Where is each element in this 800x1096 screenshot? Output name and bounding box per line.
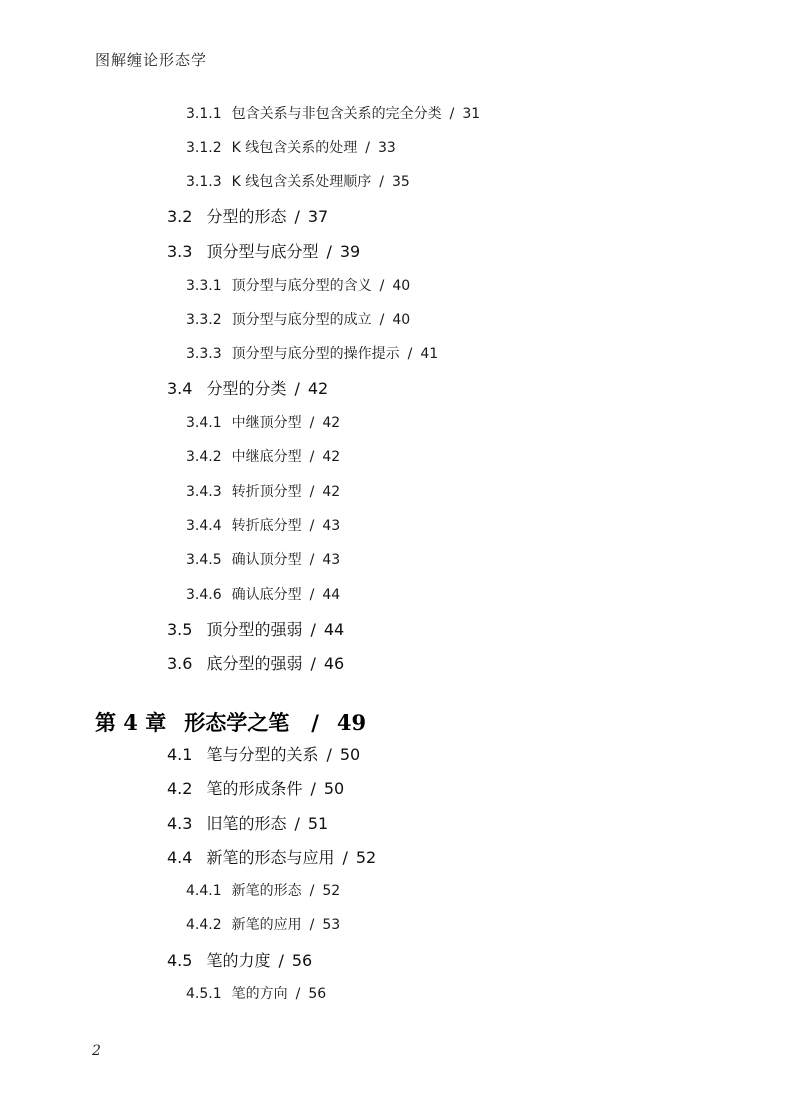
page-number: 2 <box>92 1043 101 1059</box>
toc-entry-title: 笔与分型的关系 <box>206 745 319 764</box>
toc-entry-page: 41 <box>420 346 439 362</box>
toc-entry-page: 42 <box>322 449 341 465</box>
toc-entry-number: 3.1.2 <box>186 140 222 156</box>
toc-separator: / <box>309 917 315 933</box>
toc-entry[interactable] <box>186 141 396 155</box>
toc-separator: / <box>309 883 315 899</box>
toc-separator: / <box>278 951 284 970</box>
toc-entry-number: 3.4.3 <box>186 484 222 500</box>
toc-entry-number: 4.3 <box>167 814 193 833</box>
toc-chapter-number: 第 4 章 <box>95 710 167 735</box>
toc-entry[interactable] <box>186 107 480 121</box>
toc-entry-number: 4.2 <box>167 779 193 798</box>
toc-entry-number: 3.3.3 <box>186 346 222 362</box>
toc-entry-page: 37 <box>307 207 329 226</box>
toc-entry-title: 旧笔的形态 <box>206 814 287 833</box>
toc-entry-title: 顶分型的强弱 <box>206 620 303 639</box>
toc-entry[interactable] <box>167 850 376 866</box>
toc-separator: / <box>309 449 315 465</box>
toc-entry-page: 35 <box>391 174 410 190</box>
toc-entry-page: 56 <box>291 951 313 970</box>
toc-entry-number: 3.1.1 <box>186 106 222 122</box>
toc-entry[interactable] <box>167 781 344 797</box>
toc-entry-page: 56 <box>308 986 327 1002</box>
toc-entry[interactable] <box>167 209 328 225</box>
toc-entry-page: 44 <box>322 587 341 603</box>
toc-separator: / <box>310 779 316 798</box>
toc-separator: / <box>294 207 300 226</box>
toc-entry-page: 52 <box>322 883 341 899</box>
toc-entry-page: 53 <box>322 917 341 933</box>
toc-separator: / <box>365 140 370 156</box>
running-header: 图解缠论形态学 <box>95 51 208 69</box>
toc-entry-page: 42 <box>322 415 341 431</box>
toc-separator: / <box>309 587 315 603</box>
toc-separator: / <box>309 415 315 431</box>
toc-entry[interactable] <box>167 747 360 763</box>
toc-entry-number: 4.4 <box>167 848 193 867</box>
toc-entry-number: 4.4.2 <box>186 917 222 933</box>
toc-separator: / <box>342 848 348 867</box>
toc-separator: / <box>310 620 316 639</box>
toc-entry-title: 顶分型与底分型的成立 <box>231 312 372 328</box>
toc-entry[interactable] <box>167 953 312 969</box>
toc-entry-page: 40 <box>392 278 411 294</box>
toc-entry-page: 50 <box>339 745 361 764</box>
toc-entry-title: 新笔的应用 <box>231 917 302 933</box>
toc-entry[interactable] <box>186 485 340 499</box>
toc-separator: / <box>379 312 385 328</box>
toc-separator: / <box>294 814 300 833</box>
toc-entry-title: 顶分型与底分型 <box>206 242 319 261</box>
toc-entry-number: 3.4.1 <box>186 415 222 431</box>
toc-entry[interactable] <box>167 816 328 832</box>
toc-entry-title: 顶分型与底分型的操作提示 <box>231 346 400 362</box>
toc-entry-page: 46 <box>323 654 345 673</box>
toc-entry-number: 3.4 <box>167 379 193 398</box>
toc-entry[interactable] <box>186 279 410 293</box>
toc-entry[interactable] <box>186 519 340 533</box>
toc-separator: / <box>379 174 384 190</box>
toc-separator: / <box>295 986 301 1002</box>
toc-entry-title: 中继底分型 <box>231 449 302 465</box>
toc-entry-title: 转折底分型 <box>231 518 302 534</box>
toc-entry[interactable] <box>167 656 344 672</box>
toc-entry-title: 笔的力度 <box>206 951 271 970</box>
toc-entry-title: K 线包含关系处理顺序 <box>231 174 372 190</box>
toc-entry[interactable] <box>167 244 360 260</box>
toc-entry-number: 3.3.2 <box>186 312 222 328</box>
toc-entry[interactable] <box>186 450 340 464</box>
toc-entry-number: 3.5 <box>167 620 193 639</box>
toc-entry-page: 40 <box>392 312 411 328</box>
toc-entry-page: 42 <box>307 379 329 398</box>
toc-entry[interactable] <box>167 622 344 638</box>
toc-separator: / <box>294 379 300 398</box>
toc-entry-number: 3.3 <box>167 242 193 261</box>
toc-separator: / <box>309 552 315 568</box>
toc-entry-number: 4.5.1 <box>186 986 222 1002</box>
toc-separator: / <box>449 106 455 122</box>
toc-separator: / <box>379 278 385 294</box>
toc-entry[interactable] <box>186 553 340 567</box>
toc-entry[interactable] <box>186 918 340 932</box>
toc-entry-number: 3.4.4 <box>186 518 222 534</box>
toc-entry[interactable] <box>186 347 438 361</box>
toc-entry-title: 分型的分类 <box>206 379 287 398</box>
toc-entry-number: 3.1.3 <box>186 174 222 190</box>
toc-chapter-heading[interactable] <box>95 712 366 733</box>
toc-entry-page: 33 <box>377 140 396 156</box>
toc-entry-number: 3.4.6 <box>186 587 222 603</box>
toc-entry-page: 31 <box>462 106 481 122</box>
toc-separator: / <box>407 346 413 362</box>
toc-chapter-title: 形态学之笔 <box>184 710 290 735</box>
toc-entry-page: 52 <box>355 848 377 867</box>
toc-entry[interactable] <box>167 381 328 397</box>
toc-entry[interactable] <box>186 987 326 1001</box>
toc-entry-page: 51 <box>307 814 329 833</box>
toc-entry-title: 笔的方向 <box>231 986 288 1002</box>
toc-entry-title: K 线包含关系的处理 <box>231 140 358 156</box>
toc-entry-number: 3.2 <box>167 207 193 226</box>
toc-entry-number: 3.6 <box>167 654 193 673</box>
toc-entry-page: 44 <box>323 620 345 639</box>
toc-entry-title: 底分型的强弱 <box>206 654 303 673</box>
toc-entry-title: 包含关系与非包含关系的完全分类 <box>231 106 442 122</box>
toc-entry-title: 确认底分型 <box>231 587 302 603</box>
toc-entry-page: 50 <box>323 779 345 798</box>
toc-entry-page: 43 <box>322 518 341 534</box>
toc-separator: / <box>309 484 315 500</box>
toc-separator: / <box>311 710 319 735</box>
toc-separator: / <box>309 518 315 534</box>
toc-entry-page: 39 <box>339 242 361 261</box>
toc-entry-title: 分型的形态 <box>206 207 287 226</box>
toc-entry-title: 新笔的形态与应用 <box>206 848 335 867</box>
toc-entry-title: 确认顶分型 <box>231 552 302 568</box>
toc-separator: / <box>326 242 332 261</box>
toc-entry[interactable] <box>186 884 340 898</box>
toc-entry[interactable] <box>186 313 410 327</box>
toc-entry-number: 4.4.1 <box>186 883 222 899</box>
toc-entry-title: 转折顶分型 <box>231 484 302 500</box>
toc-entry-title: 中继顶分型 <box>231 415 302 431</box>
toc-separator: / <box>310 654 316 673</box>
toc-entry-number: 3.4.5 <box>186 552 222 568</box>
toc-entry-number: 3.4.2 <box>186 449 222 465</box>
toc-entry-title: 新笔的形态 <box>231 883 302 899</box>
toc-entry-title: 顶分型与底分型的含义 <box>231 278 372 294</box>
toc-entry-number: 3.3.1 <box>186 278 222 294</box>
toc-entry-title: 笔的形成条件 <box>206 779 303 798</box>
toc-chapter-page: 49 <box>336 710 367 735</box>
toc-entry-number: 4.5 <box>167 951 193 970</box>
toc-separator: / <box>326 745 332 764</box>
toc-entry[interactable] <box>186 175 410 189</box>
toc-entry[interactable] <box>186 588 340 602</box>
toc-entry-page: 42 <box>322 484 341 500</box>
toc-entry-number: 4.1 <box>167 745 193 764</box>
toc-entry[interactable] <box>186 416 340 430</box>
toc-entry-page: 43 <box>322 552 341 568</box>
